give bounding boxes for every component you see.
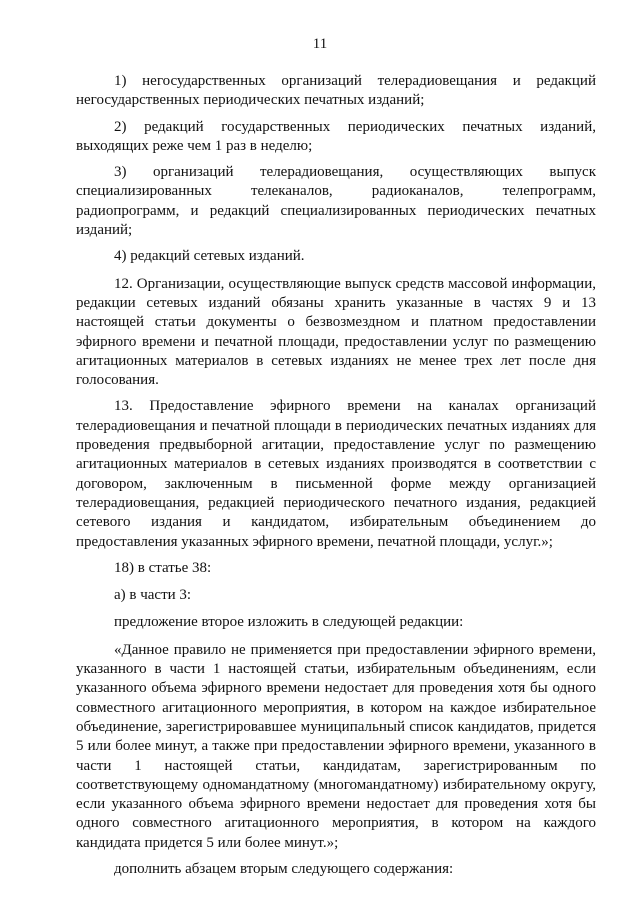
- document-body: [76, 72, 596, 886]
- page-number: 11: [312, 36, 328, 52]
- paragraph-item-2: 2) редакций государственных периодических печатных изданий, выходящих реже чем 1 раз в неделю;: [76, 118, 596, 154]
- paragraph-item-4: 4) редакций сетевых изданий.: [114, 248, 305, 265]
- paragraph-quoted-rule: «Данное правило не применяется при предоставлении эфирного времени, указанного в части 1 настоящей статьи, избирательным объединениям, если указанного объема эфирного времени недостает для проведения хотя бы одного совместного агитационного мероприятия, в котором на каждое избирательное объединение, зарегистрировавшее муниципальный список кандидатов, придется 5 или более минут, а также при предоставлении эфирного времени, указанного в части 1 настоящей статьи, кандидатам, зарегистрированным по соответствующему одномандатному (многомандатному) избирательному округу, если указанного объема эфирного времени недостает для проведения хотя бы одного совместного агитационного мероприятия, в котором на каждого кандидата придется 5 или более минут.»;: [76, 641, 596, 851]
- paragraph-item-1: 1) негосударственных организаций телерадиовещания и редакций негосударственных периодических печатных изданий;: [76, 73, 596, 109]
- paragraph-amendment-intro: предложение второе изложить в следующей редакции:: [114, 614, 464, 631]
- paragraph-part-3: а) в части 3:: [114, 587, 192, 604]
- paragraph-article-38: 18) в статье 38:: [114, 559, 212, 576]
- paragraph-section-12: 12. Организации, осуществляющие выпуск средств массовой информации, редакции сетевых изданий обязаны хранить указанные в частях 9 и 13 настоящей статьи документы о безвозмездном и платном предоставлении эфирного времени и печатной площади, предоставлении услуг по размещению агитационных материалов в сетевых изданиях не менее трех лет после дня голосования.: [76, 275, 596, 389]
- paragraph-supplement: дополнить абзацем вторым следующего содержания:: [114, 860, 454, 877]
- paragraph-item-3: 3) организаций телерадиовещания, осуществляющих выпуск специализированных телеканалов, радиоканалов, телепрограмм, радиопрограмм, и редакций специализированных периодических печатных изданий;: [76, 164, 596, 239]
- paragraph-section-13: 13. Предоставление эфирного времени на каналах организаций телерадиовещания и печатной площади в периодических печатных изданиях для проведения предвыборной агитации, предоставление услуг по размещению агитационных материалов в сетевых изданиях производятся в соответствии с договором, заключенным в письменной форме между организацией телерадиовещания, редакцией периодического печатного издания, редакцией сетевого издания и кандидатом, избирательным объединением до предоставления указанных эфирного времени, печатной площади, услуг.»;: [76, 398, 596, 550]
